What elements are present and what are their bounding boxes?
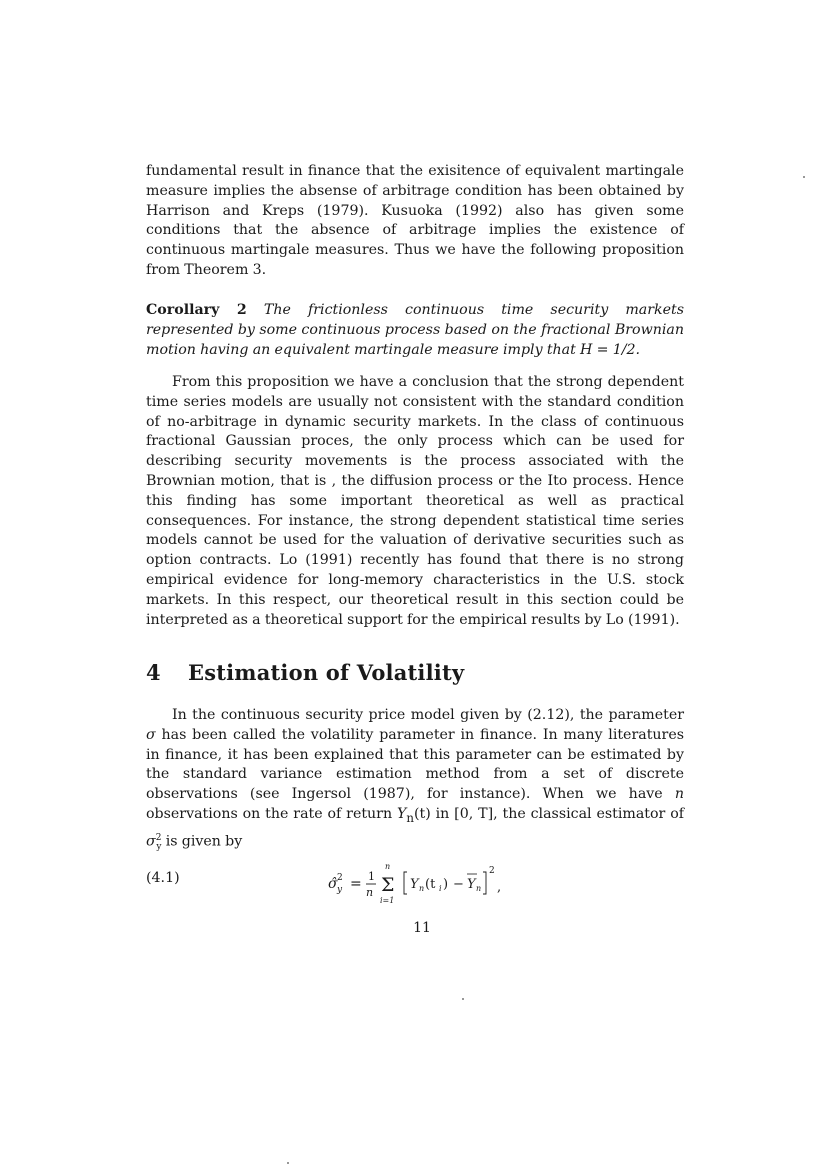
corollary-text: The frictionless continuous time security markets represented by some continuous process based on the fractional Brownian motion having an equivalent martingale measure imply that bbox=[146, 302, 684, 358]
eq-sum-top: n bbox=[385, 862, 391, 871]
equation-label: (4.1) bbox=[146, 870, 180, 886]
eq-left-bracket bbox=[404, 872, 407, 894]
section-title: Estimation of Volatility bbox=[188, 660, 465, 685]
math-Y: Y bbox=[396, 805, 407, 822]
eq-sum-symbol: Σ bbox=[381, 874, 395, 896]
corollary-text-end: H = 1/2. bbox=[580, 341, 641, 358]
eq-trailing-comma: , bbox=[497, 880, 502, 895]
math-n: n bbox=[674, 786, 684, 803]
volatility-text-d: (t) in [0, T], the classical estimator of bbox=[413, 805, 684, 822]
eq-term-Ybar: Y bbox=[467, 877, 476, 892]
math-sigma-sup: 2 bbox=[155, 832, 162, 843]
volatility-text-b: has been called the volatility parameter in finance. In many literatures in finance, it has been explained that this parameter can be estimated by the standard variance estimation method from a set of discrete observations (see Ingersol (1987), for instance). When we have bbox=[146, 726, 684, 803]
math-sigma-sub: y bbox=[156, 842, 162, 853]
eq-term-Ybar-sub: n bbox=[476, 884, 482, 893]
scan-speck bbox=[287, 1162, 289, 1164]
eq-term-Y: Y bbox=[410, 877, 419, 892]
eq-sigma-sup: 2 bbox=[337, 873, 343, 883]
paragraph-volatility bbox=[146, 706, 684, 858]
volatility-text-a: In the continuous security price model given by (2.12), the parameter bbox=[172, 707, 684, 723]
eq-term-arg-close: ) bbox=[443, 877, 449, 892]
equation-4-1 bbox=[146, 860, 684, 910]
math-sigma: σ bbox=[146, 726, 156, 743]
section-number: 4 bbox=[146, 660, 161, 685]
section-heading bbox=[146, 660, 464, 685]
eq-frac-den: n bbox=[366, 886, 374, 899]
corollary-label: Corollary 2 bbox=[146, 302, 247, 318]
paragraph-conclusion bbox=[146, 373, 684, 630]
math-sigma-y: σ bbox=[146, 833, 156, 850]
eq-sigma-hat: σ̂ bbox=[328, 876, 338, 892]
eq-term-arg-sub: i bbox=[439, 884, 442, 893]
equation-body bbox=[326, 860, 626, 910]
eq-right-bracket bbox=[483, 872, 486, 894]
eq-minus: − bbox=[453, 877, 464, 892]
page-number: 11 bbox=[413, 920, 431, 936]
paragraph-intro bbox=[146, 162, 684, 281]
volatility-text-c: observations on the rate of return bbox=[146, 805, 393, 822]
math-Y-sub: n bbox=[406, 810, 414, 825]
eq-sum-bottom: i=1 bbox=[380, 896, 395, 905]
scan-speck bbox=[803, 176, 805, 178]
scan-speck bbox=[462, 998, 464, 1000]
eq-frac-num: 1 bbox=[368, 870, 375, 883]
eq-equals: = bbox=[350, 876, 362, 892]
volatility-text-e: is given by bbox=[165, 833, 243, 850]
eq-term-arg: (t bbox=[425, 877, 436, 892]
corollary-2 bbox=[146, 301, 684, 360]
paragraph-intro-text: fundamental result in finance that the exisitence of equivalent martingale measure implies the absense of arbitrage condition has been obtained by Harrison and Kreps (1979). Kusuoka (1992) also has given some conditions that the absence of arbitrage implies the existence of continuous martingale measures. Thus we have the following proposition from Theorem 3. bbox=[146, 163, 684, 278]
eq-outer-sup: 2 bbox=[489, 866, 495, 876]
paragraph-conclusion-text: From this proposition we have a conclusion that the strong dependent time series models are usually not consistent with the standard condition of no-arbitrage in dynamic security markets. In the class of continuous fractional Gaussian proces, the only process which can be used for describing security movements is the process associated with the Brownian motion, that is , the diffusion process or the Ito process. Hence this finding has some important theoretical as well as practical consequences. For instance, the strong dependent statistical time series models cannot be used for the valuation of derivative securities such as option contracts. Lo (1991) recently has found that there is no strong empirical evidence for long-memory characteristics in the U.S. stock markets. In this respect, our theoretical result in this section could be interpreted as a theoretical support for the empirical results by Lo (1991). bbox=[146, 374, 684, 628]
eq-term-sub: n bbox=[419, 884, 425, 893]
eq-sigma-sub: y bbox=[337, 885, 343, 895]
